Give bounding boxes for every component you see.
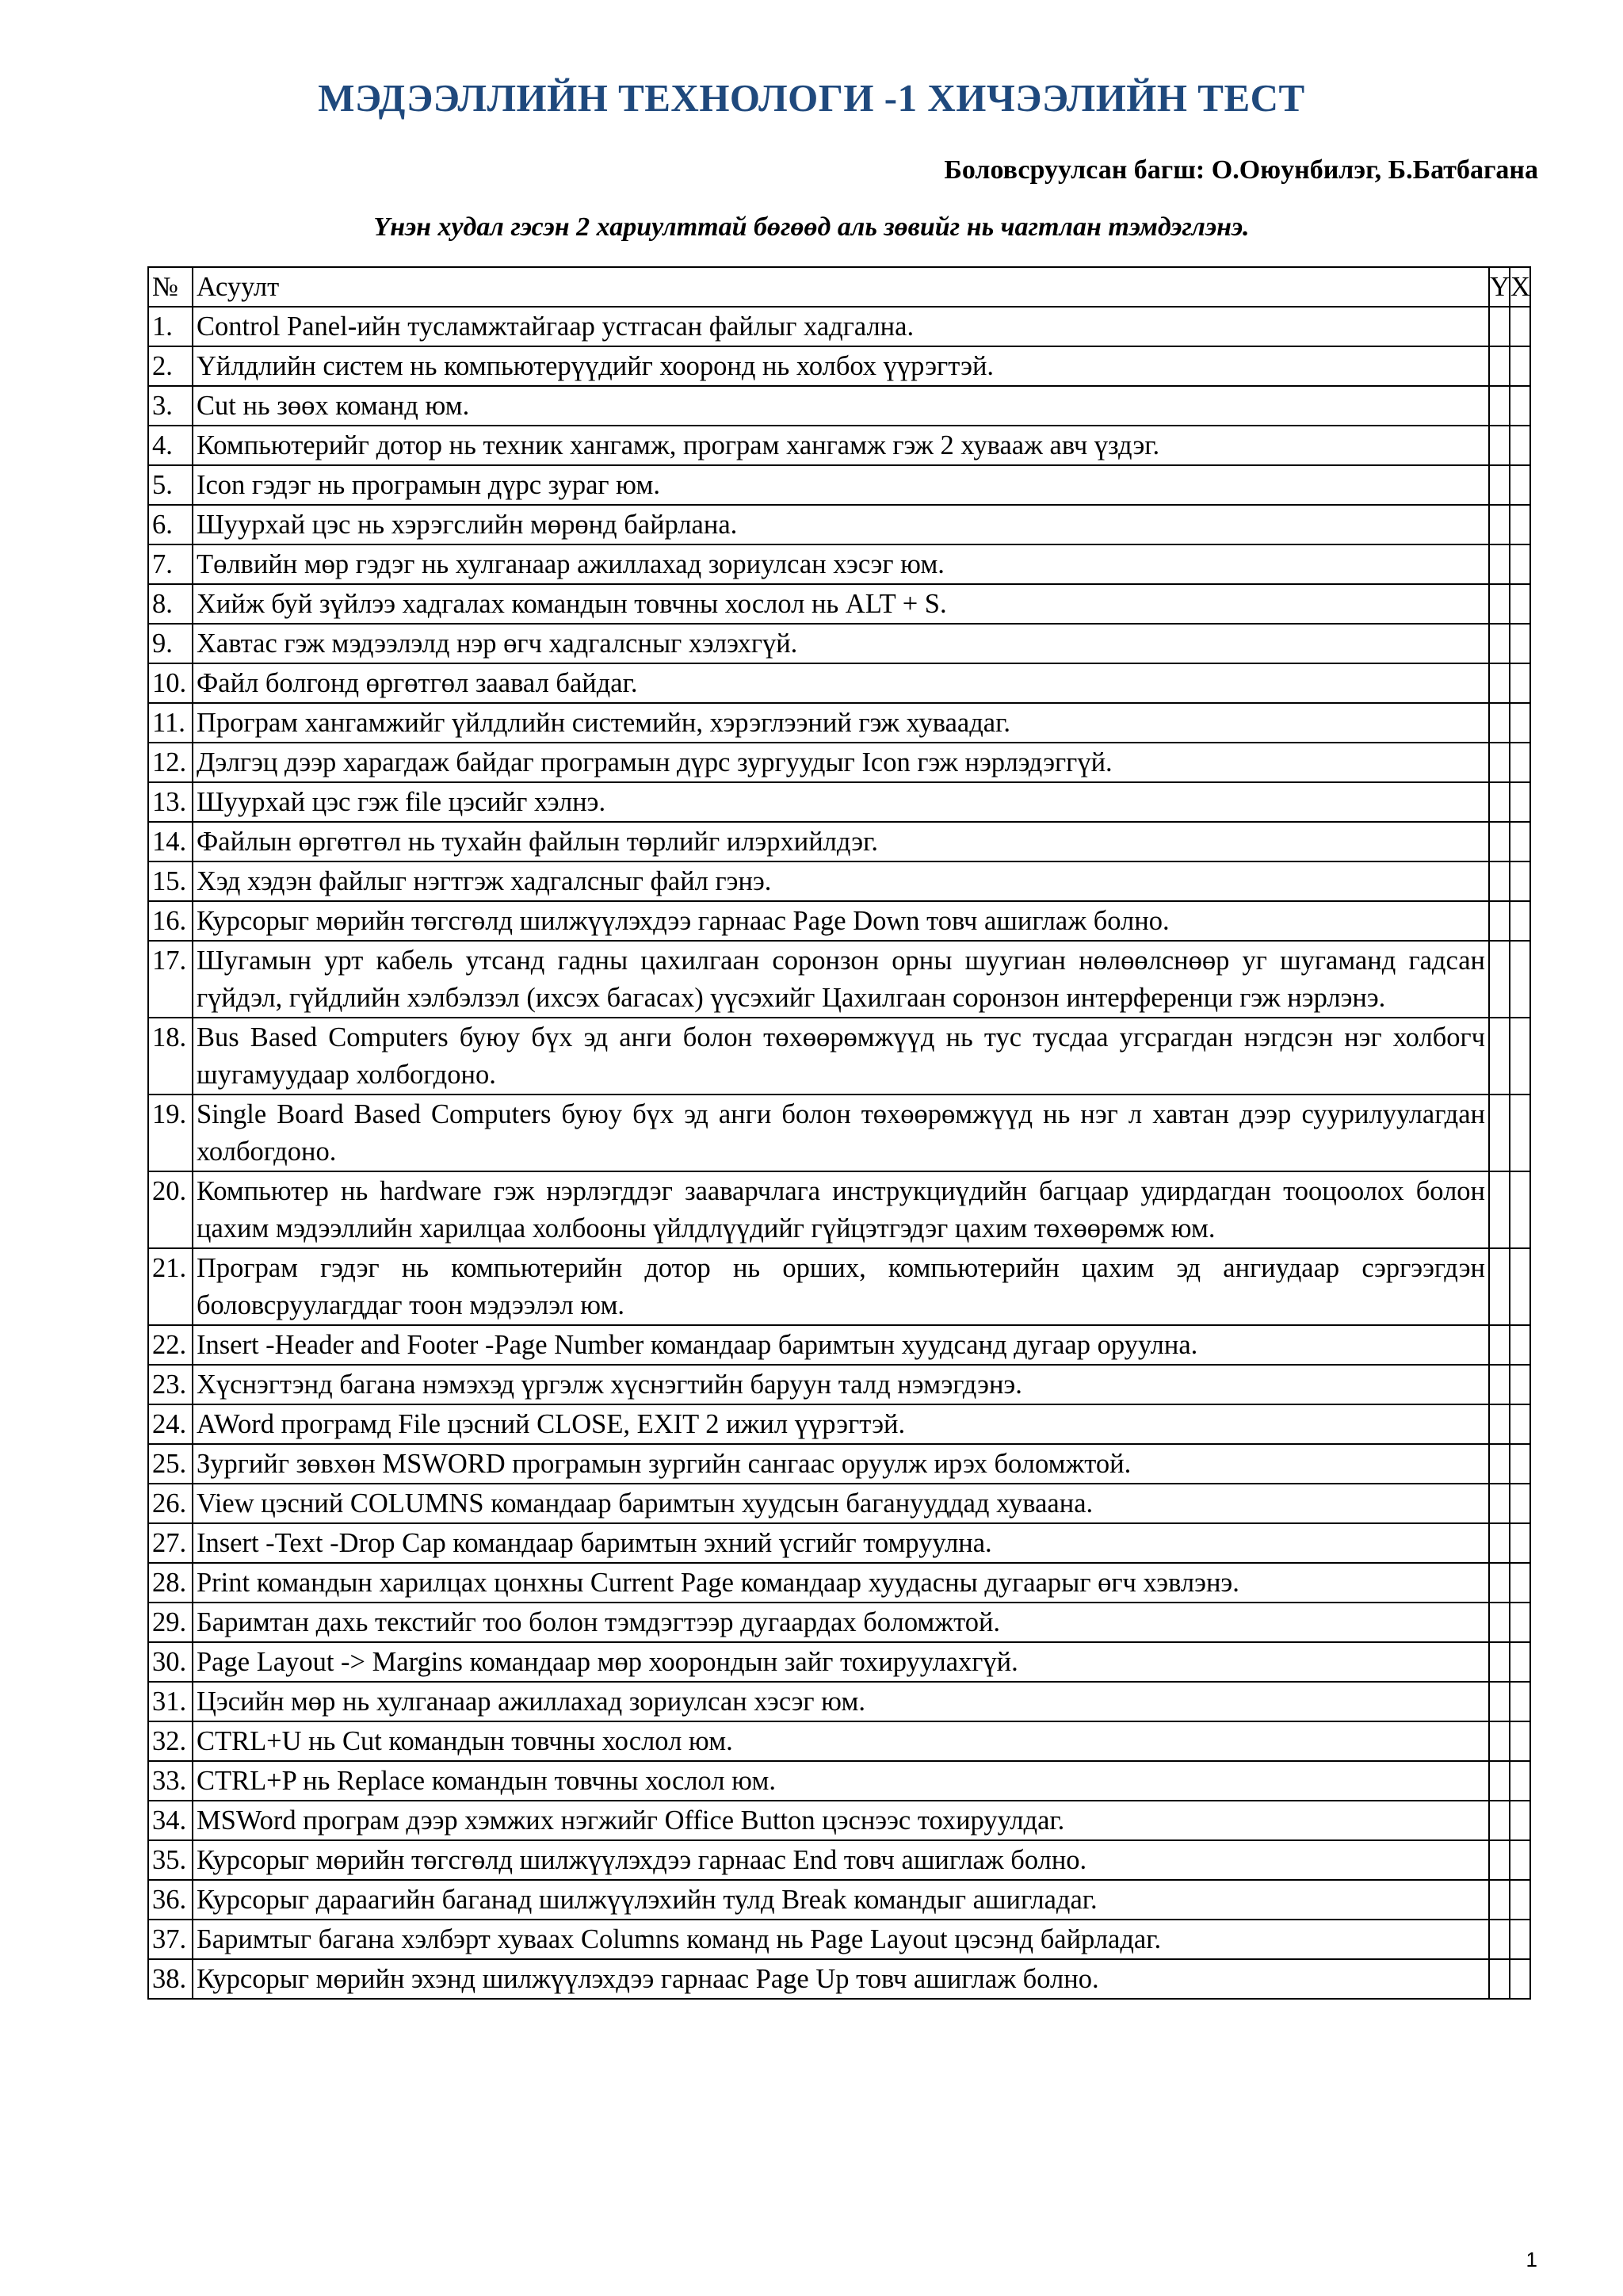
question-number: 19. xyxy=(148,1095,193,1171)
answer-false-cell[interactable] xyxy=(1510,1563,1530,1603)
answer-false-cell[interactable] xyxy=(1510,1840,1530,1880)
table-row xyxy=(148,426,1530,465)
answer-false-cell[interactable] xyxy=(1510,624,1530,663)
question-text: Файл болгонд өргөтгөл заавал байдаг. xyxy=(193,663,1489,703)
quiz-table xyxy=(147,266,1531,2000)
table-row xyxy=(148,1682,1530,1721)
answer-false-cell[interactable] xyxy=(1510,1018,1530,1095)
answer-true-cell[interactable] xyxy=(1489,1365,1510,1404)
question-text: Курсорыг мөрийн төгсгөлд шилжүүлэхдээ гарнаас End товч ашиглаж болно. xyxy=(193,1840,1489,1880)
answer-false-cell[interactable] xyxy=(1510,1325,1530,1365)
question-number: 26. xyxy=(148,1484,193,1523)
question-text: Цэсийн мөр нь хулганаар ажиллахад зориулсан хэсэг юм. xyxy=(193,1682,1489,1721)
question-number: 4. xyxy=(148,426,193,465)
table-row xyxy=(148,1325,1530,1365)
table-row xyxy=(148,743,1530,782)
answer-true-cell[interactable] xyxy=(1489,1248,1510,1325)
answer-false-cell[interactable] xyxy=(1510,1484,1530,1523)
answer-true-cell[interactable] xyxy=(1489,1840,1510,1880)
answer-false-cell[interactable] xyxy=(1510,584,1530,624)
table-header-row xyxy=(148,267,1530,307)
answer-true-cell[interactable] xyxy=(1489,1523,1510,1563)
table-row xyxy=(148,1404,1530,1444)
answer-false-cell[interactable] xyxy=(1510,346,1530,386)
answer-true-cell[interactable] xyxy=(1489,465,1510,505)
question-number: 6. xyxy=(148,505,193,544)
question-text: CTRL+P нь Replace командын товчны хослол юм. xyxy=(193,1761,1489,1801)
question-text: Компьютер нь hardware гэж нэрлэгддэг зааварчлага инструкциүдийн багцаар удирдагдан тооцоолох болон цахим мэдээллийн харилцаа холбооны үйлдлүүдийг гүйцэтгэдэг цахим төхөөрөмж юм. xyxy=(193,1171,1489,1248)
answer-true-cell[interactable] xyxy=(1489,941,1510,1018)
table-row xyxy=(148,307,1530,346)
answer-true-cell[interactable] xyxy=(1489,1880,1510,1920)
answer-false-cell[interactable] xyxy=(1510,307,1530,346)
answer-false-cell[interactable] xyxy=(1510,505,1530,544)
instruction-text: Үнэн худал гэсэн 2 хариулттай бөгөөд аль зөвийг нь чагтлан тэмдэглэнэ. xyxy=(373,212,1250,242)
table-row xyxy=(148,1171,1530,1248)
answer-true-cell[interactable] xyxy=(1489,1721,1510,1761)
question-number: 23. xyxy=(148,1365,193,1404)
answer-false-cell[interactable] xyxy=(1510,1721,1530,1761)
question-text: Зургийг зөвхөн MSWORD програмын зургийн сангаас оруулж ирэх боломжтой. xyxy=(193,1444,1489,1484)
answer-false-cell[interactable] xyxy=(1510,465,1530,505)
table-row xyxy=(148,1920,1530,1959)
answer-false-cell[interactable] xyxy=(1510,1523,1530,1563)
question-number: 21. xyxy=(148,1248,193,1325)
answer-true-cell[interactable] xyxy=(1489,901,1510,941)
question-text: View цэсний COLUMNS командаар баримтын хуудсын баганууддад хуваана. xyxy=(193,1484,1489,1523)
answer-true-cell[interactable] xyxy=(1489,584,1510,624)
question-text: Хийж буй зүйлээ хадгалах командын товчны хослол нь ALT + S. xyxy=(193,584,1489,624)
answer-true-cell[interactable] xyxy=(1489,1682,1510,1721)
question-number: 25. xyxy=(148,1444,193,1484)
question-text: Шуурхай цэс гэж file цэсийг хэлнэ. xyxy=(193,782,1489,822)
answer-true-cell[interactable] xyxy=(1489,1603,1510,1642)
table-row xyxy=(148,1248,1530,1325)
answer-false-cell[interactable] xyxy=(1510,1171,1530,1248)
table-row xyxy=(148,624,1530,663)
header-number: № xyxy=(148,267,193,307)
header-question: Асуулт xyxy=(193,267,1489,307)
header-false: Х xyxy=(1510,267,1530,307)
table-row xyxy=(148,1721,1530,1761)
answer-false-cell[interactable] xyxy=(1510,901,1530,941)
answer-false-cell[interactable] xyxy=(1510,1248,1530,1325)
table-row xyxy=(148,1095,1530,1171)
question-number: 12. xyxy=(148,743,193,782)
question-text: Bus Based Computers буюу бүх эд анги болон төхөөрөмжүүд нь тус тусдаа угсрагдан нэгдсэн нэг холбогч шугамуудаар холбогдоно. xyxy=(193,1018,1489,1095)
answer-true-cell[interactable] xyxy=(1489,1444,1510,1484)
answer-false-cell[interactable] xyxy=(1510,1095,1530,1171)
answer-false-cell[interactable] xyxy=(1510,1880,1530,1920)
answer-true-cell[interactable] xyxy=(1489,822,1510,861)
question-text: Үйлдлийн систем нь компьютерүүдийг хооронд нь холбох үүрэгтэй. xyxy=(193,346,1489,386)
answer-false-cell[interactable] xyxy=(1510,822,1530,861)
question-text: Page Layout -> Margins командаар мөр хоорондын зайг тохируулахгүй. xyxy=(193,1642,1489,1682)
answer-true-cell[interactable] xyxy=(1489,346,1510,386)
answer-true-cell[interactable] xyxy=(1489,1642,1510,1682)
answer-true-cell[interactable] xyxy=(1489,505,1510,544)
quiz-rows xyxy=(148,307,1530,1999)
question-text: Шуурхай цэс нь хэрэгслийн мөрөнд байрлана. xyxy=(193,505,1489,544)
question-number: 3. xyxy=(148,386,193,426)
table-row xyxy=(148,782,1530,822)
question-text: Шугамын урт кабель утсанд гадны цахилгаан соронзон орны шуугиан нөлөөлснөөр уг шугаманд гадсан гүйдэл, гүйдлийн хэлбэлзэл (ихсэх багасах) үүсэхийг Цахилгаан соронзон интерференци гэж нэрлэнэ. xyxy=(193,941,1489,1018)
answer-true-cell[interactable] xyxy=(1489,624,1510,663)
table-row xyxy=(148,901,1530,941)
question-number: 14. xyxy=(148,822,193,861)
answer-true-cell[interactable] xyxy=(1489,1325,1510,1365)
question-text: Insert -Text -Drop Cap командаар баримтын эхний үсгийг томруулна. xyxy=(193,1523,1489,1563)
question-text: Icon гэдэг нь програмын дүрс зураг юм. xyxy=(193,465,1489,505)
answer-false-cell[interactable] xyxy=(1510,1365,1530,1404)
question-number: 24. xyxy=(148,1404,193,1444)
table-row xyxy=(148,1523,1530,1563)
answer-true-cell[interactable] xyxy=(1489,1484,1510,1523)
answer-false-cell[interactable] xyxy=(1510,941,1530,1018)
answer-true-cell[interactable] xyxy=(1489,386,1510,426)
answer-false-cell[interactable] xyxy=(1510,1682,1530,1721)
answer-false-cell[interactable] xyxy=(1510,1404,1530,1444)
question-text: Програм хангамжийг үйлдлийн системийн, хэрэглээний гэж хуваадаг. xyxy=(193,703,1489,743)
question-number: 29. xyxy=(148,1603,193,1642)
question-text: Курсорыг дараагийн баганад шилжүүлэхийн тулд Break командыг ашигладаг. xyxy=(193,1880,1489,1920)
question-text: Дэлгэц дээр харагдаж байдаг програмын дүрс зургуудыг Icon гэж нэрлэдэггүй. xyxy=(193,743,1489,782)
table-row xyxy=(148,346,1530,386)
answer-false-cell[interactable] xyxy=(1510,663,1530,703)
question-number: 10. xyxy=(148,663,193,703)
question-number: 34. xyxy=(148,1801,193,1840)
question-number: 36. xyxy=(148,1880,193,1920)
table-row xyxy=(148,1018,1530,1095)
table-row xyxy=(148,386,1530,426)
answer-true-cell[interactable] xyxy=(1489,1563,1510,1603)
header-true: Ү xyxy=(1489,267,1510,307)
question-number: 33. xyxy=(148,1761,193,1801)
answer-false-cell[interactable] xyxy=(1510,1920,1530,1959)
table-row xyxy=(148,1761,1530,1801)
answer-true-cell[interactable] xyxy=(1489,1018,1510,1095)
answer-true-cell[interactable] xyxy=(1489,1761,1510,1801)
table-row xyxy=(148,544,1530,584)
answer-false-cell[interactable] xyxy=(1510,743,1530,782)
question-number: 32. xyxy=(148,1721,193,1761)
answer-false-cell[interactable] xyxy=(1510,1444,1530,1484)
answer-true-cell[interactable] xyxy=(1489,1801,1510,1840)
table-row xyxy=(148,505,1530,544)
answer-false-cell[interactable] xyxy=(1510,426,1530,465)
answer-true-cell[interactable] xyxy=(1489,1920,1510,1959)
question-number: 28. xyxy=(148,1563,193,1603)
question-text: Програм гэдэг нь компьютерийн дотор нь орших, компьютерийн цахим эд ангиудаар сэргээгдэн боловсруулагддаг тоон мэдээлэл юм. xyxy=(193,1248,1489,1325)
table-row xyxy=(148,1444,1530,1484)
answer-false-cell[interactable] xyxy=(1510,544,1530,584)
table-row xyxy=(148,584,1530,624)
question-text: Control Panel-ийн тусламжтайгаар устгасан файлыг хадгална. xyxy=(193,307,1489,346)
answer-false-cell[interactable] xyxy=(1510,703,1530,743)
answer-true-cell[interactable] xyxy=(1489,426,1510,465)
table-row xyxy=(148,663,1530,703)
question-number: 38. xyxy=(148,1959,193,1999)
question-number: 20. xyxy=(148,1171,193,1248)
question-text: MSWord програм дээр хэмжих нэгжийг Office Button цэснээс тохируулдаг. xyxy=(193,1801,1489,1840)
answer-false-cell[interactable] xyxy=(1510,1959,1530,1999)
table-row xyxy=(148,1365,1530,1404)
table-row xyxy=(148,465,1530,505)
answer-true-cell[interactable] xyxy=(1489,782,1510,822)
table-row xyxy=(148,1563,1530,1603)
question-text: Компьютерийг дотор нь техник хангамж, програм хангамж гэж 2 хувааж авч үздэг. xyxy=(193,426,1489,465)
table-row xyxy=(148,1484,1530,1523)
question-text: Cut нь зөөх команд юм. xyxy=(193,386,1489,426)
table-row xyxy=(148,1801,1530,1840)
question-number: 11. xyxy=(148,703,193,743)
answer-true-cell[interactable] xyxy=(1489,307,1510,346)
question-number: 16. xyxy=(148,901,193,941)
question-number: 1. xyxy=(148,307,193,346)
table-row xyxy=(148,1959,1530,1999)
question-number: 30. xyxy=(148,1642,193,1682)
question-text: Print командын харилцах цонхны Current Page командаар хуудасны дугаарыг өгч хэвлэнэ. xyxy=(193,1563,1489,1603)
question-text: Курсорыг мөрийн эхэнд шилжүүлэхдээ гарнаас Page Up товч ашиглаж болно. xyxy=(193,1959,1489,1999)
question-number: 8. xyxy=(148,584,193,624)
question-number: 35. xyxy=(148,1840,193,1880)
answer-true-cell[interactable] xyxy=(1489,1959,1510,1999)
answer-true-cell[interactable] xyxy=(1489,703,1510,743)
question-text: Хэд хэдэн файлыг нэгтгэж хадгалсныг файл гэнэ. xyxy=(193,861,1489,901)
table-row xyxy=(148,1840,1530,1880)
table-row xyxy=(148,861,1530,901)
question-text: Хавтас гэж мэдээлэлд нэр өгч хадгалсныг хэлэхгүй. xyxy=(193,624,1489,663)
question-text: Insert -Header and Footer -Page Number командаар баримтын хуудсанд дугаар оруулна. xyxy=(193,1325,1489,1365)
question-number: 15. xyxy=(148,861,193,901)
question-number: 18. xyxy=(148,1018,193,1095)
answer-false-cell[interactable] xyxy=(1510,1603,1530,1642)
question-number: 5. xyxy=(148,465,193,505)
answer-true-cell[interactable] xyxy=(1489,861,1510,901)
table-row xyxy=(148,703,1530,743)
question-number: 2. xyxy=(148,346,193,386)
question-text: Файлын өргөтгөл нь тухайн файлын төрлийг илэрхийлдэг. xyxy=(193,822,1489,861)
page-title: МЭДЭЭЛЛИЙН ТЕХНОЛОГИ -1 ХИЧЭЭЛИЙН ТЕСТ xyxy=(318,76,1305,120)
question-text: Single Board Based Computers буюу бүх эд анги болон төхөөрөмжүүд нь нэг л хавтан дээр суурилуулагдан холбогдоно. xyxy=(193,1095,1489,1171)
answer-false-cell[interactable] xyxy=(1510,386,1530,426)
question-text: Курсорыг мөрийн төгсгөлд шилжүүлэхдээ гарнаас Page Down товч ашиглаж болно. xyxy=(193,901,1489,941)
question-number: 7. xyxy=(148,544,193,584)
question-number: 37. xyxy=(148,1920,193,1959)
question-number: 27. xyxy=(148,1523,193,1563)
question-text: Баримтан дахь текстийг тоо болон тэмдэгтээр дугаардах боломжтой. xyxy=(193,1603,1489,1642)
question-text: Хүснэгтэнд багана нэмэхэд үргэлж хүснэгтийн баруун талд нэмэгдэнэ. xyxy=(193,1365,1489,1404)
answer-true-cell[interactable] xyxy=(1489,1404,1510,1444)
answer-true-cell[interactable] xyxy=(1489,743,1510,782)
question-text: CTRL+U нь Cut командын товчны хослол юм. xyxy=(193,1721,1489,1761)
table-row xyxy=(148,1880,1530,1920)
answer-false-cell[interactable] xyxy=(1510,1642,1530,1682)
answer-false-cell[interactable] xyxy=(1510,782,1530,822)
author-line: Боловсруулсан багш: О.Оюунбилэг, Б.Батбагана xyxy=(944,155,1538,185)
table-row xyxy=(148,1642,1530,1682)
table-row xyxy=(148,941,1530,1018)
page-number: 1 xyxy=(1526,2248,1537,2271)
answer-true-cell[interactable] xyxy=(1489,1095,1510,1171)
question-number: 31. xyxy=(148,1682,193,1721)
question-number: 9. xyxy=(148,624,193,663)
question-number: 22. xyxy=(148,1325,193,1365)
answer-true-cell[interactable] xyxy=(1489,663,1510,703)
answer-false-cell[interactable] xyxy=(1510,861,1530,901)
question-text: Төлвийн мөр гэдэг нь хулганаар ажиллахад зориулсан хэсэг юм. xyxy=(193,544,1489,584)
question-number: 13. xyxy=(148,782,193,822)
table-row xyxy=(148,822,1530,861)
answer-true-cell[interactable] xyxy=(1489,1171,1510,1248)
question-text: AWord програмд File цэсний CLOSE, EXIT 2 ижил үүрэгтэй. xyxy=(193,1404,1489,1444)
answer-false-cell[interactable] xyxy=(1510,1761,1530,1801)
question-text: Баримтыг багана хэлбэрт хуваах Columns команд нь Page Layout цэсэнд байрладаг. xyxy=(193,1920,1489,1959)
answer-true-cell[interactable] xyxy=(1489,544,1510,584)
table-row xyxy=(148,1603,1530,1642)
question-number: 17. xyxy=(148,941,193,1018)
answer-false-cell[interactable] xyxy=(1510,1801,1530,1840)
